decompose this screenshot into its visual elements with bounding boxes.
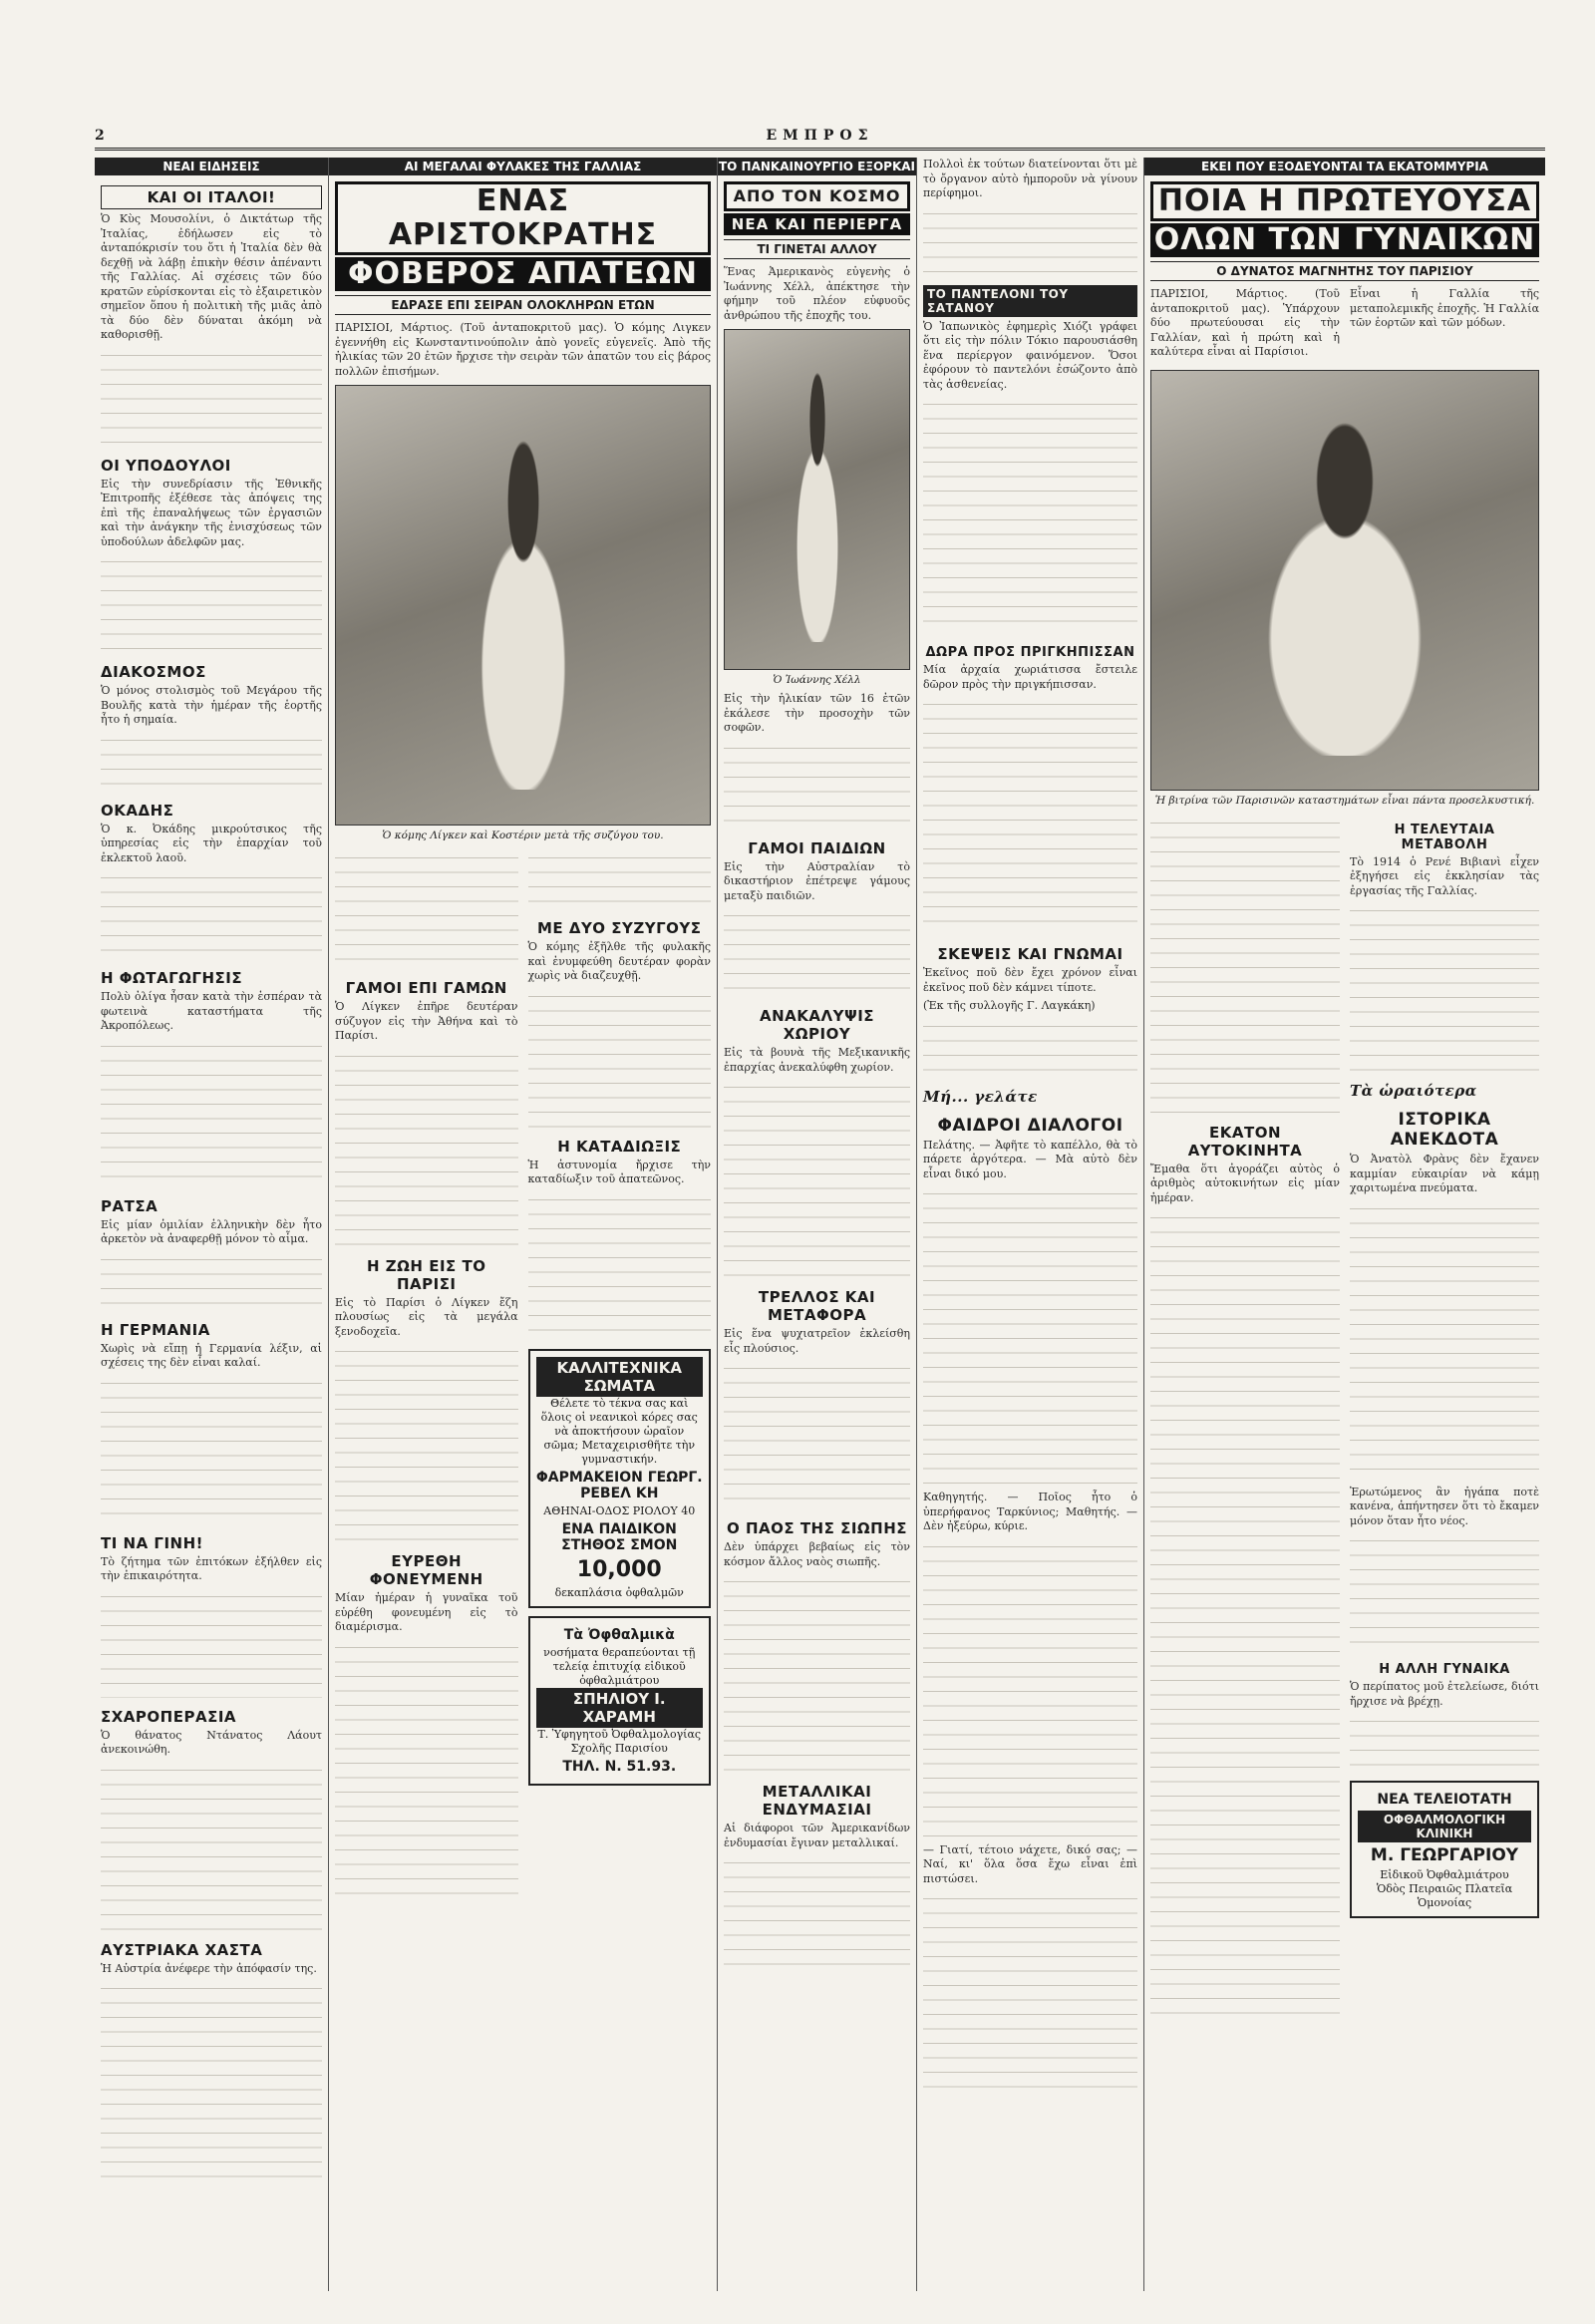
col3-text-3: Εἰς τὴν Αὐστραλίαν τὸ δικαστήριον ἐπέτρεψε γάμους μεταξὺ παιδιῶν.	[724, 859, 910, 902]
col5-heading-3: ΙΣΤΟΡΙΚΑ ΑΝΕΚΔΟΤΑ	[1390, 1110, 1499, 1150]
col1-text-8: Τὸ ζήτημα τῶν ἐπιτόκων ἐξήλθεν εἰς τὴν ἐπικαιρότητα.	[101, 1554, 322, 1582]
column-2	[329, 158, 718, 2291]
column-3	[718, 158, 917, 2291]
col1-heading-5: Η ΦΩΤΑΓΩΓΗΣΙΣ	[101, 969, 243, 987]
col3-text-6: Δὲν ὑπάρχει βεβαίως εἰς τὸν κόσμον ἄλλος ναὸς σιωπῆς.	[724, 1540, 910, 1568]
col2-subcolumns	[335, 847, 711, 1904]
col4-text-lines	[923, 205, 1137, 275]
col5-heading-4: Η ΑΛΛΗ ΓΥΝΑΙΚΑ	[1379, 1662, 1510, 1677]
col5-left	[1150, 813, 1340, 2034]
col1-text-lines	[101, 869, 322, 959]
paris-shop-window-photo	[1150, 370, 1539, 791]
col4-heading-2: ΔΩΡΑ ΠΡΟΣ ΠΡΙΓΚΗΠΙΣΣΑΝ	[925, 645, 1135, 660]
col3-text-lines	[724, 1079, 910, 1278]
col3-heading-1: ΓΑΜΟΙ ΠΑΙΔΙΩΝ	[748, 838, 886, 857]
col1-heading-3: ΔΙΑΚΟΣΜΟΣ	[101, 663, 206, 681]
col1-text-lines	[101, 1588, 322, 1698]
col1-heading-2: ΟΙ ΥΠΟΔΟΥΛΟΙ	[101, 456, 231, 475]
col5-text-3: Ἔμαθα ὅτι ἀγοράζει αὐτὸς ὁ ἀριθμὸς αὐτοκινήτων εἰς μίαν ἡμέραν.	[1150, 1162, 1340, 1204]
col2-text-3: Ὁ Λίγκεν ἐπῆρε δευτέραν σύζυγον εἰς τὴν Ἀθήνα καὶ τὸ Παρίσι.	[335, 1000, 518, 1042]
col2-text-4: Ἡ ἀστυνομία ἤρχισε τὴν καταδίωξιν τοῦ ἀπατεῶνος.	[527, 1158, 711, 1185]
col1-text-lines	[101, 347, 322, 447]
col3-text-7: Αἱ διάφοροι τῶν Ἀμερικανίδων ἐνδυμασίαι ἔγιναν μεταλλικαί.	[724, 1822, 910, 1849]
col1-heading-8: ΤΙ ΝΑ ΓΙΝΗ!	[101, 1533, 204, 1552]
clinic-ad-desc: Εἰδικοῦ Ὀφθαλμιάτρου	[1380, 1868, 1509, 1881]
col5-top-banner: ΕΚΕΙ ΠΟΥ ΕΞΟΔΕΥΟΝΤΑΙ ΤΑ ΕΚΑΤΟΜΜΥΡΙΑ	[1144, 158, 1545, 175]
col1-text-lines	[101, 1980, 322, 2179]
col1-text-4: Ὁ κ. Ὀκάδης μικρούτσικος τῆς ὑπηρεσίας εἰς τὴν ἐπαρχίαν τοῦ ἐκλεκτοῦ λαοῦ.	[101, 822, 322, 864]
col3-text-lines	[724, 907, 910, 997]
col4-text-lines	[923, 1890, 1137, 2090]
col2-heading-5: ΕΥΡΕΘΗ ΦΟΝΕΥΜΕΝΗ	[369, 1552, 483, 1588]
col1-text-lines	[101, 1762, 322, 1931]
col4-text-3b: (Ἐκ τῆς συλλογῆς Γ. Λαγκάκη)	[923, 999, 1096, 1012]
col2-right	[528, 847, 712, 1904]
col2-text-lines	[528, 849, 712, 909]
clinic-ad-sub: ΟΦΘΑΛΜΟΛΟΓΙΚΗ ΚΛΙΝΙΚΗ	[1358, 1811, 1531, 1842]
col4-text-5: Καθηγητής. — Ποῖος ἦτο ὁ ὑπερήφανος Ταρκύνιος; Μαθητής. — Δὲν ἠξεύρω, κύριε.	[923, 1491, 1137, 1532]
col2-photo-caption: Ὁ κόμης Λίγκεν καὶ Κοστέριν μετὰ τῆς συζύγου του.	[382, 830, 664, 841]
col4-text-lines	[923, 696, 1137, 935]
col3-text-lines	[724, 740, 910, 830]
col2-text-lines	[335, 849, 518, 969]
col2-text-2: Ὁ κόμης ἐξῆλθε τῆς φυλακῆς καὶ ἐνυμφεύθη δευτέραν φορὰν χωρὶς νὰ διαζευχθῇ.	[527, 940, 711, 982]
column-1	[95, 158, 329, 2291]
col2-subhead: ΕΔΡΑΣΕ ΕΠΙ ΣΕΙΡΑΝ ΟΛΟΚΛΗΡΩΝ ΕΤΩΝ	[335, 295, 711, 315]
col1-text-6: Εἰς μίαν ὁμιλίαν ἑλληνικὴν δὲν ἦτο ἀρκετὸν νὰ ἀναφερθῇ μόνον τὸ αἷμα.	[101, 1217, 322, 1245]
column-5	[1144, 158, 1545, 2291]
ad1-price: 10,000	[576, 1556, 662, 1582]
col2-text-lines	[528, 988, 712, 1128]
col1-heading-9: ΣΧΑΡΟΠΕΡΑΣΙΑ	[101, 1707, 237, 1726]
col1-top-banner: ΝΕΑΙ ΕΙΔΗΣΕΙΣ	[95, 158, 328, 175]
col5-right	[1350, 813, 1539, 2034]
col3-title-1: ΑΠΟ ΤΟΝ ΚΟΣΜΟ	[724, 181, 910, 211]
col2-text-1: ΠΑΡΙΣΙΟΙ, Μάρτιος. (Τοῦ ἀνταποκριτοῦ μας). Ὁ κόμης Λιγκεν ἐγεννήθη εἰς Κωνσταντινούπολιν ἀπὸ γονεῖς εὐγενεῖς. Ἀπὸ τῆς ἡλικίας τῶν 20 ἐτῶν ἤρχισε τὴν σειρὰν τῶν ἀπατῶν του εἰς βάρος πολλῶν ἐπισήμων.	[335, 321, 711, 378]
col2-text-6: Μίαν ἡμέραν ἡ γυναῖκα τοῦ εὑρέθη φονευμένη εἰς τὸ διαμέρισμα.	[335, 1591, 518, 1633]
ad2-name: ΣΠΗΛΙΟΥ Ι. ΧΑΡΑΜΗ	[536, 1688, 704, 1728]
ad2-heading: Τὰ Ὀφθαλμικὰ	[563, 1626, 675, 1643]
col5-subhead: Ο ΔΥΝΑΤΟΣ ΜΑΓΝΗΤΗΣ ΤΟΥ ΠΑΡΙΣΙΟΥ	[1150, 261, 1539, 281]
col2-top-banner: ΑΙ ΜΕΓΑΛΑΙ ΦΥΛΑΚΕΣ ΤΗΣ ΓΑΛΛΙΑΣ	[329, 158, 717, 175]
col1-heading-10: ΑΥΣΤΡΙΑΚΑ ΧΑΣΤΑ	[101, 1940, 263, 1959]
col5-subcolumns	[1150, 813, 1539, 2034]
ad1-sub: δεκαπλάσια ὀφθαλμῶν	[554, 1585, 684, 1599]
ad1-heading: ΚΑΛΛΙΤΕΧΝΙΚΑ ΣΩΜΑΤΑ	[536, 1357, 704, 1397]
col3-heading-5: ΜΕΤΑΛΛΙΚΑΙ ΕΝΔΥΜΑΣΙΑΙ	[762, 1783, 872, 1819]
col3-text-2: Εἰς τὴν ἡλικίαν τῶν 16 ἐτῶν ἐκάλεσε τὴν προσοχὴν τῶν σοφῶν.	[724, 692, 910, 734]
col4-text-lines	[923, 396, 1137, 635]
col1-text-lines	[101, 1375, 322, 1524]
ad2-telephone: ΤΗΛ. Ν. 51.93.	[562, 1758, 677, 1775]
col2-title-2: ΦΟΒΕΡΟΣ ΑΠΑΤΕΩΝ	[335, 257, 711, 291]
col4-text-3: Ἐκεῖνος ποῦ δὲν ἔχει χρόνον εἶναι ἐκεῖνος ποῦ δὲν κάμνει τίποτε.	[923, 966, 1137, 994]
col5-text-2: Τὸ 1914 ὁ Ρενέ Βιβιανὶ εἶχεν ἐξηγήσει εἰς ἐκκλησίαν τὰς ἐργασίας τῆς Γαλλίας.	[1350, 854, 1539, 897]
col1-text-9: Ὁ θάνατος Ντάνατος Λάουτ ἀνεκοινώθη.	[101, 1728, 322, 1756]
col1-heading-6: ΡΑΤΣΑ	[101, 1196, 159, 1215]
col5-text-lines	[1150, 1209, 1340, 2027]
col5-title-1: ΠΟΙΑ Η ΠΡΩΤΕΥΟΥΣΑ	[1150, 181, 1539, 221]
ad1-promo: ΕΝΑ ΠΑΙΔΙΚΟΝ ΣΤΗΘΟΣ ΣΜΟΝ	[561, 1520, 678, 1553]
ad2-text: νοσήματα θεραπεύονται τῇ τελείᾳ ἐπιτυχίᾳ εἰδικοῦ ὀφθαλμιάτρου	[543, 1645, 696, 1687]
col3-text-5: Εἰς ἕνα ψυχιατρεῖον ἐκλείσθη εἷς πλούσιος.	[724, 1327, 910, 1355]
ad1-address: ΑΘΗΝΑΙ-ΟΔΟΣ ΡΙΟΛΟΥ 40	[543, 1503, 696, 1517]
col5-text-5: Ἐρωτώμενος ἂν ἠγάπα ποτὲ κανένα, ἀπήντησεν ὅτι τὸ ἔκαμεν μόνον ὅταν ἦτο νέος.	[1350, 1485, 1539, 1527]
col4-text-lines	[923, 1185, 1137, 1485]
col3-heading-3: ΤΡΕΛΛΟΣ ΚΑΙ ΜΕΤΑΦΟΡΑ	[758, 1288, 876, 1324]
col2-text-lines	[335, 1639, 518, 1898]
col3-text-lines	[724, 1854, 910, 1974]
col5-text-lines	[1350, 1532, 1539, 1652]
col4-text-1: Ὁ Ἰαπωνικὸς ἐφημερὶς Χιόζι γράφει ὅτι εἰς τὴν πόλιν Τόκιο παρουσιάσθη ἕνα περίεργον φαινόμενον. Ὅσοι ἐφόρουν τὸ παντελόνι ἐσώζοντο ἀπὸ τὰς ἀσθενείας.	[923, 319, 1137, 391]
ophthalmologist-advertisement	[528, 1616, 712, 1786]
col3-top-banner: ΤΟ ΠΑΝΚΑΙΝΟΥΡΓΙΟ ΕΞΟΡΚΑΙ	[718, 160, 916, 173]
col5-text-lines	[1350, 902, 1539, 1072]
col1-text-lines	[101, 1251, 322, 1311]
col3-text-1: Ἕνας Ἀμερικανὸς εὐγενὴς ὁ Ἰωάννης Χέλλ, ἀπέκτησε τὴν φήμην τοῦ πλέον εὐφυοῦς ἀνθρώπου τῆς ἐποχῆς του.	[724, 265, 910, 322]
col5-text-lines	[1350, 1200, 1539, 1480]
col5-text-4: Ὁ Ἀνατὸλ Φρὰνς δὲν ἔχανεν καμμίαν εὐκαιρίαν νὰ κάμῃ χαριτωμένα πνεύματα.	[1350, 1153, 1539, 1194]
col4-text-lines	[923, 1018, 1137, 1078]
clinic-ad-name: Μ. ΓΕΩΡΓΑΡΙΟΥ	[1370, 1845, 1519, 1865]
col3-text-lines	[724, 1573, 910, 1773]
clinic-ad-address: Ὁδὸς Πειραιῶς Πλατεῖα Ὁμονοίας	[1376, 1882, 1513, 1909]
col1-text-lines	[101, 732, 322, 792]
ad1-text: Θέλετε τὸ τέκνα σας καὶ ὅλοις οἱ νεανικοὶ κόρες σας νὰ ἀποκτήσουν ὡραῖον σῶμα; Μεταχειρισθῆτε τὴν γυμναστικήν.	[540, 1396, 698, 1466]
col4-text-6: — Γιατί, τέτοιο νάχετε, δικό σας; — Ναί, κι' ὅλα ὅσα ἔχω εἶναι ἐπὶ πιστώσει.	[923, 1842, 1137, 1885]
col4-heading-3: ΣΚΕΨΕΙΣ ΚΑΙ ΓΝΩΜΑΙ	[937, 945, 1123, 963]
col1-text-lines	[101, 553, 322, 653]
ophthalmology-clinic-advertisement	[1350, 1781, 1539, 1918]
col5-text-1: ΠΑΡΙΣΙΟΙ, Μάρτιος. (Τοῦ ἀνταποκριτοῦ μας). Ὑπάρχουν δύο πρωτεύουσαι εἰς τὴν Γαλλίαν, καὶ ἡ πρώτη καὶ ἡ καλύτερα εἶναι αἱ Παρίσιοι.	[1150, 287, 1340, 358]
col2-heading-4: Η ΖΩΗ ΕΙΣ ΤΟ ΠΑΡΙΣΙ	[367, 1256, 486, 1293]
col2-text-lines	[335, 1048, 518, 1247]
col4-heading-5: ΦΑΙΔΡΟΙ ΔΙΑΛΟΓΟΙ	[937, 1115, 1123, 1136]
col5-heading-3a: Τὰ ὡραιότερα	[1350, 1082, 1477, 1100]
column-4	[917, 158, 1144, 2291]
col4-text-lines	[923, 1538, 1137, 1837]
ad1-pharmacy: ΦΑΡΜΑΚΕΙΟΝ ΓΕΩΡΓ. ΡΕΒΕΛ ΚΗ	[535, 1469, 703, 1501]
col2-left	[335, 847, 518, 1904]
col1-text-10: Ἡ Αὐστρία ἀνέφερε τὴν ἀπόφασίν της.	[101, 1961, 317, 1975]
col3-subhead: ΤΙ ΓΙΝΕΤΑΙ ΑΛΛΟΥ	[724, 239, 910, 259]
john-hell-photo	[724, 329, 910, 670]
col1-heading-4: ΟΚΑΔΗΣ	[101, 801, 174, 820]
col3-heading-2: ΑΝΑΚΑΛΥΨΙΣ ΧΩΡΙΟΥ	[759, 1007, 875, 1043]
col4-heading-4: Μή... γελάτε	[923, 1087, 1038, 1106]
col5-heading-1: Η ΤΕΛΕΥΤΑΙΑ ΜΕΤΑΒΟΛΗ	[1394, 822, 1495, 852]
col5-text-lines	[1150, 815, 1340, 1114]
col1-text-1: Ὁ Κὺς Μουσολίνι, ὁ Δικτάτωρ τῆς Ἰταλίας, ἐδήλωσεν εἰς τὸ ἀνταπόκρισίν του ὅτι ἡ Ἰταλία δὲν θὰ δεχθῇ νὰ λάβῃ ἐπικὴν θέσιν ἀπέναντι τῆς Γαλλίας. Αἱ σχέσεις τῶν δύο κρατῶν εὑρίσκονται εἰς τὸ ἐξαιρετικὸν σημεῖον ὅπου ἡ πολιτικὴ τῆς μιᾶς ἀπὸ τὰ δύο δὲν δύναται ἀκόμη νὰ καθορισθῇ.	[101, 212, 322, 341]
col2-heading-2: ΓΑΜΟΙ ΕΠΙ ΓΑΜΩΝ	[345, 979, 507, 997]
col3-photo-caption: Ὁ Ἰωάννης Χέλλ	[773, 674, 861, 686]
col2-title-1: ΕΝΑΣ ΑΡΙΣΤΟΚΡΑΤΗΣ	[335, 181, 711, 255]
col1-heading-1: ΚΑΙ ΟΙ ΙΤΑΛΟΙ!	[101, 185, 322, 209]
col2-text-lines	[335, 1343, 518, 1542]
col2-heading-3: Η ΚΑΤΑΔΙΩΞΙΣ	[557, 1137, 682, 1156]
col1-heading-7: Η ΓΕΡΜΑΝΙΑ	[101, 1320, 210, 1339]
col3-text-lines	[724, 1360, 910, 1509]
col1-text-7: Χωρὶς νὰ εἴπῃ ἡ Γερμανία λέξιν, αἱ σχέσεις της δὲν εἶναι καλαί.	[101, 1341, 322, 1369]
col4-text-4: Πελάτης. — Ἀφῆτε τὸ καπέλλο, θὰ τὸ πάρετε ἀργότερα. — Μὰ αὐτὸ δὲν εἶναι δικό μου.	[923, 1138, 1137, 1180]
pharmacy-advertisement	[528, 1349, 712, 1608]
col3-heading-4: Ο ΠΑΟΣ ΤΗΣ ΣΙΩΠΗΣ	[726, 1519, 908, 1537]
col1-text-2: Εἰς τὴν συνεδρίασιν τῆς Ἐθνικῆς Ἐπιτροπῆς ἐξέθεσε τὰς ἀπόψεις της ἐπὶ τῆς ἐπαναλήψεως τῶν ἐργασιῶν καὶ τὴν ἀνάγκην τῆς ἐνισχύσεως τῶν ὑποδούλων ἀδελφῶν μας.	[101, 477, 322, 548]
col2-heading-1: ΜΕ ΔΥΟ ΣΥΖΥΓΟΥΣ	[536, 919, 702, 937]
col4-text-2: Μία ἀρχαία χωριάτισσα ἔστειλε δῶρον πρὸς τὴν πριγκήπισσαν.	[923, 663, 1137, 691]
page-number: 2	[95, 128, 105, 144]
col4-heading-1: ΤΟ ΠΑΝΤΕΛΟΝΙ ΤΟΥ ΣΑΤΑΝΟΥ	[923, 285, 1137, 317]
col1-text-3: Ὁ μόνος στολισμὸς τοῦ Μεγάρου τῆς Βουλῆς κατὰ τὴν ἡμέραν τῆς ἑορτῆς ἦτο ἡ σημαία.	[101, 684, 322, 726]
col1-text-lines	[101, 1038, 322, 1187]
col5-top-subcolumns	[1150, 287, 1539, 364]
masthead	[95, 128, 1545, 151]
paper-name: ΕΜΠΡΟΣ	[766, 128, 874, 144]
col2-text-5: Εἰς τὸ Παρίσι ὁ Λίγκεν ἔζη πλουσίως εἰς τὰ μεγάλα ξενοδοχεῖα.	[335, 1295, 518, 1338]
col5-text-1b: Εἶναι ἡ Γαλλία τῆς μεταπολεμικῆς ἐποχῆς. Ἡ Γαλλία τῶν ἑορτῶν καὶ τῶν μόδων.	[1350, 287, 1539, 329]
count-ligken-photo	[335, 385, 711, 826]
col4-text-0: Πολλοὶ ἐκ τούτων διατείνονται ὅτι μὲ τὸ ὄργανον αὐτὸ ἠμποροῦν νὰ γίνουν περίφημοι.	[923, 158, 1137, 199]
col5-heading-2: ΕΚΑΤΟΝ ΑΥΤΟΚΙΝΗΤΑ	[1187, 1123, 1303, 1160]
col2-text-lines	[528, 1191, 712, 1341]
col5-title-2: ΟΛΩΝ ΤΩΝ ΓΥΝΑΙΚΩΝ	[1150, 223, 1539, 257]
col5-photo-caption: Ἡ βιτρίνα τῶν Παρισινῶν καταστημάτων εἶναι πάντα προσελκυστική.	[1154, 794, 1535, 807]
col3-text-4: Εἰς τὰ βουνὰ τῆς Μεξικανικῆς ἐπαρχίας ἀνεκαλύφθη χωρίον.	[724, 1046, 910, 1074]
col3-title-2: ΝΕΑ ΚΑΙ ΠΕΡΙΕΡΓΑ	[724, 213, 910, 235]
col1-text-5: Πολὺ ὀλίγα ἦσαν κατὰ τὴν ἑσπέραν τὰ φωτεινὰ καταστήματα τῆς Ἀκροπόλεως.	[101, 990, 322, 1032]
ad2-address: Τ. Ὑφηγητοῦ Ὀφθαλμολογίας Σχολῆς Παρισίου	[537, 1727, 702, 1755]
col5-text-6: Ὁ περίπατος μοῦ ἐτελείωσε, διότι ἤρχισε νὰ βρέχῃ.	[1350, 1680, 1539, 1708]
clinic-ad-heading: ΝΕΑ ΤΕΛΕΙΟΤΑΤΗ	[1377, 1792, 1512, 1808]
col5-text-lines	[1350, 1713, 1539, 1773]
